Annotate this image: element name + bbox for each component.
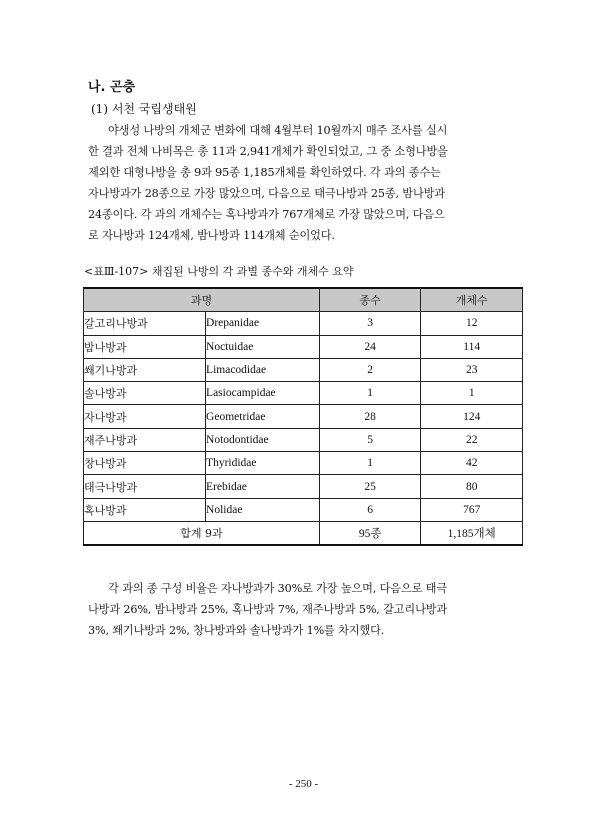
species-count: 6 (319, 498, 421, 521)
family-korean: 솔나방과 (84, 382, 206, 405)
family-korean: 창나방과 (84, 452, 206, 475)
family-scientific: Noctuidae (206, 335, 320, 358)
table-header-row (84, 288, 523, 312)
paragraph-line: 한 결과 전체 나비목은 총 11과 2,941개체가 확인되었고, 그 중 소형나방을 (88, 145, 448, 158)
family-korean: 자나방과 (84, 405, 206, 428)
family-korean: 혹나방과 (84, 498, 206, 521)
species-count: 5 (319, 428, 421, 451)
table-row (84, 428, 523, 451)
paragraph-line: 각 과의 종 구성 비율은 자나방과가 30%로 가장 높으며, 다음으로 태극 (108, 582, 447, 595)
species-count: 28 (319, 405, 421, 428)
table-total-row (84, 521, 523, 545)
individual-count: 114 (421, 335, 523, 358)
individual-count: 12 (421, 312, 523, 335)
total-individuals: 1,185개체 (421, 521, 523, 545)
individual-count: 22 (421, 428, 523, 451)
page-number: - 250 - (288, 778, 319, 790)
paragraph-line: 로 자나방과 124개체, 밤나방과 114개체 순이었다. (88, 229, 335, 242)
subsection-title: (1) 서천 국립생태원 (91, 102, 197, 116)
family-scientific: Notodontidae (206, 428, 320, 451)
table-row (84, 452, 523, 475)
family-korean: 태극나방과 (84, 475, 206, 498)
individual-count: 42 (421, 452, 523, 475)
table-row (84, 358, 523, 381)
family-korean: 갈고리나방과 (84, 312, 206, 335)
table-caption: <표Ⅲ-107> 채집된 나방의 각 과별 종수와 개체수 요약 (84, 265, 354, 278)
family-scientific: Erebidae (206, 475, 320, 498)
table-row (84, 475, 523, 498)
table-row (84, 312, 523, 335)
header-family: 과명 (84, 288, 320, 312)
paragraph-line: 나방과 26%, 밤나방과 25%, 혹나방과 7%, 재주나방과 5%, 갈고리나방과 (88, 603, 448, 616)
paragraph-summary (88, 120, 526, 246)
family-scientific: Drepanidae (206, 312, 320, 335)
total-label: 합계 9과 (84, 521, 320, 545)
species-count: 25 (319, 475, 421, 498)
table-row (84, 405, 523, 428)
individual-count: 23 (421, 358, 523, 381)
table-row (84, 382, 523, 405)
header-individuals: 개체수 (421, 288, 523, 312)
family-scientific: Thyrididae (206, 452, 320, 475)
table-row (84, 498, 523, 521)
family-scientific: Lasiocampidae (206, 382, 320, 405)
individual-count: 80 (421, 475, 523, 498)
family-korean: 재주나방과 (84, 428, 206, 451)
paragraph-line: 야생성 나방의 개체군 변화에 대해 4월부터 10월까지 매주 조사를 실시 (108, 124, 448, 137)
paragraph-line: 24종이다. 각 과의 개체수는 혹나방과가 767개체로 가장 많았으며, 다음으 (88, 208, 445, 221)
individual-count: 767 (421, 498, 523, 521)
table-row (84, 335, 523, 358)
paragraph-composition (88, 578, 526, 641)
moth-family-table (83, 287, 523, 546)
individual-count: 124 (421, 405, 523, 428)
family-scientific: Nolidae (206, 498, 320, 521)
family-scientific: Limacodidae (206, 358, 320, 381)
species-count: 2 (319, 358, 421, 381)
species-count: 1 (319, 452, 421, 475)
family-korean: 밤나방과 (84, 335, 206, 358)
paragraph-line: 자나방과가 28종으로 가장 많았으며, 다음으로 태극나방과 25종, 밤나방과 (88, 187, 445, 200)
paragraph-line: 3%, 쐐기나방과 2%, 창나방과와 솔나방과가 1%를 차지했다. (88, 624, 385, 637)
family-scientific: Geometridae (206, 405, 320, 428)
species-count: 3 (319, 312, 421, 335)
individual-count: 1 (421, 382, 523, 405)
family-korean: 쐐기나방과 (84, 358, 206, 381)
species-count: 1 (319, 382, 421, 405)
section-title: 나. 곤충 (88, 80, 136, 95)
header-species: 종수 (319, 288, 421, 312)
species-count: 24 (319, 335, 421, 358)
total-species: 95종 (319, 521, 421, 545)
paragraph-line: 제외한 대형나방을 총 9과 95종 1,185개체를 확인하였다. 각 과의 종수는 (88, 166, 441, 179)
